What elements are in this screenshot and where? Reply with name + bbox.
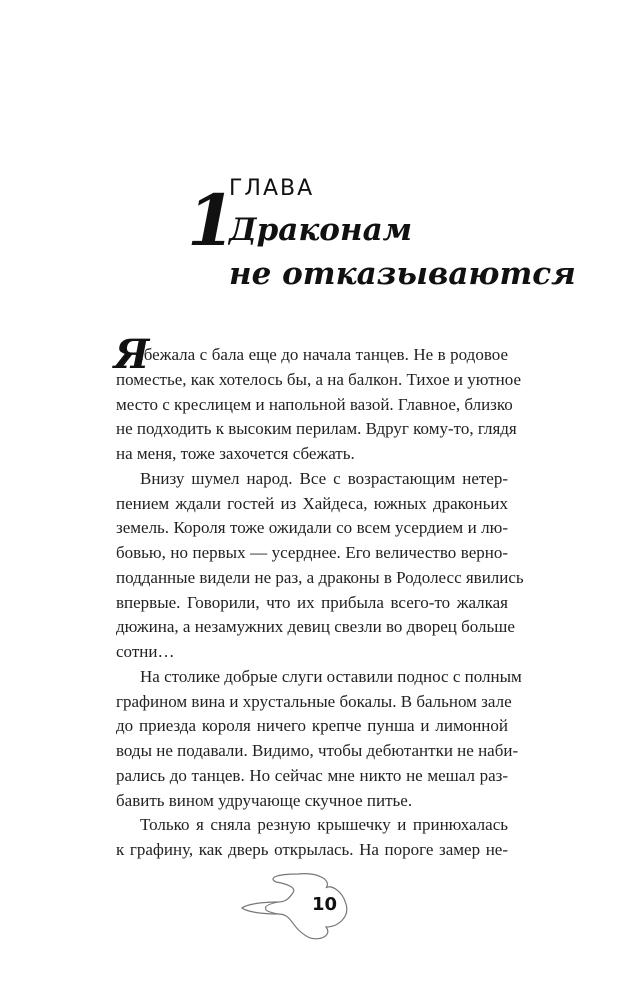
- chapter-heading: [185, 172, 576, 292]
- chapter-title: [229, 208, 576, 296]
- text-line: сотни…: [116, 642, 175, 661]
- text-line: место с креслицем и напольной вазой. Главное, близко: [116, 394, 513, 414]
- text-line: к графину, как дверь открылась. На пороге замер не-: [116, 840, 508, 859]
- text-line: не подходить к высоким перилам. Вдруг кому-то, глядя: [116, 419, 517, 439]
- text-line: дюжина, а незамужних девиц свезли во дворец больше: [116, 617, 515, 637]
- text-line: земель. Короля тоже ожидали со всем усердием и лю-: [116, 518, 508, 538]
- text-line: до приезда короля ничего крепче пунша и лимонной: [116, 716, 508, 736]
- text-line: воды не подавали. Видимо, чтобы дебютантки не наби-: [116, 741, 519, 760]
- text-line: бавить вином удручающе скучное питье.: [116, 790, 413, 810]
- text-line: графином вина и хрустальные бокалы. В бальном зале: [116, 691, 512, 711]
- text-line: на меня, тоже захочется сбежать.: [116, 444, 355, 463]
- text-line: рались до танцев. Но сейчас мне никто не мешал раз-: [116, 765, 508, 785]
- chapter-title-line: не отказываются: [229, 256, 576, 292]
- text-line: Только я сняла резную крышечку и принюхалась: [140, 815, 508, 835]
- chapter-label: ГЛАВА: [229, 176, 315, 201]
- chapter-number: 1: [187, 179, 236, 262]
- text-line: пением ждали гостей из Хайдеса, южных драконьих: [116, 493, 508, 513]
- drop-cap: Я: [114, 331, 150, 378]
- chapter-title-line: Драконам: [229, 212, 413, 248]
- chapter-body-text: [114, 331, 524, 863]
- text-line: На столике добрые слуги оставили поднос с полным: [140, 666, 522, 686]
- text-line: подданные видели не раз, а драконы в Родолесс явились: [116, 567, 524, 587]
- text-line: впервые. Говорили, что их прибыла всего-то жалкая: [116, 592, 508, 612]
- text-line: бовью, но первых — усерднее. Его величество верно-: [116, 543, 508, 562]
- page-footer: [238, 872, 388, 942]
- text-line: поместье, как хотелось бы, а на балкон. Тихое и уютное: [116, 369, 521, 389]
- text-line: сбежала с бала еще до начала танцев. Не в родовое: [136, 345, 508, 364]
- text-line: Внизу шумел народ. Все с возрастающим нетер-: [140, 468, 508, 488]
- page-number: 10: [312, 894, 338, 915]
